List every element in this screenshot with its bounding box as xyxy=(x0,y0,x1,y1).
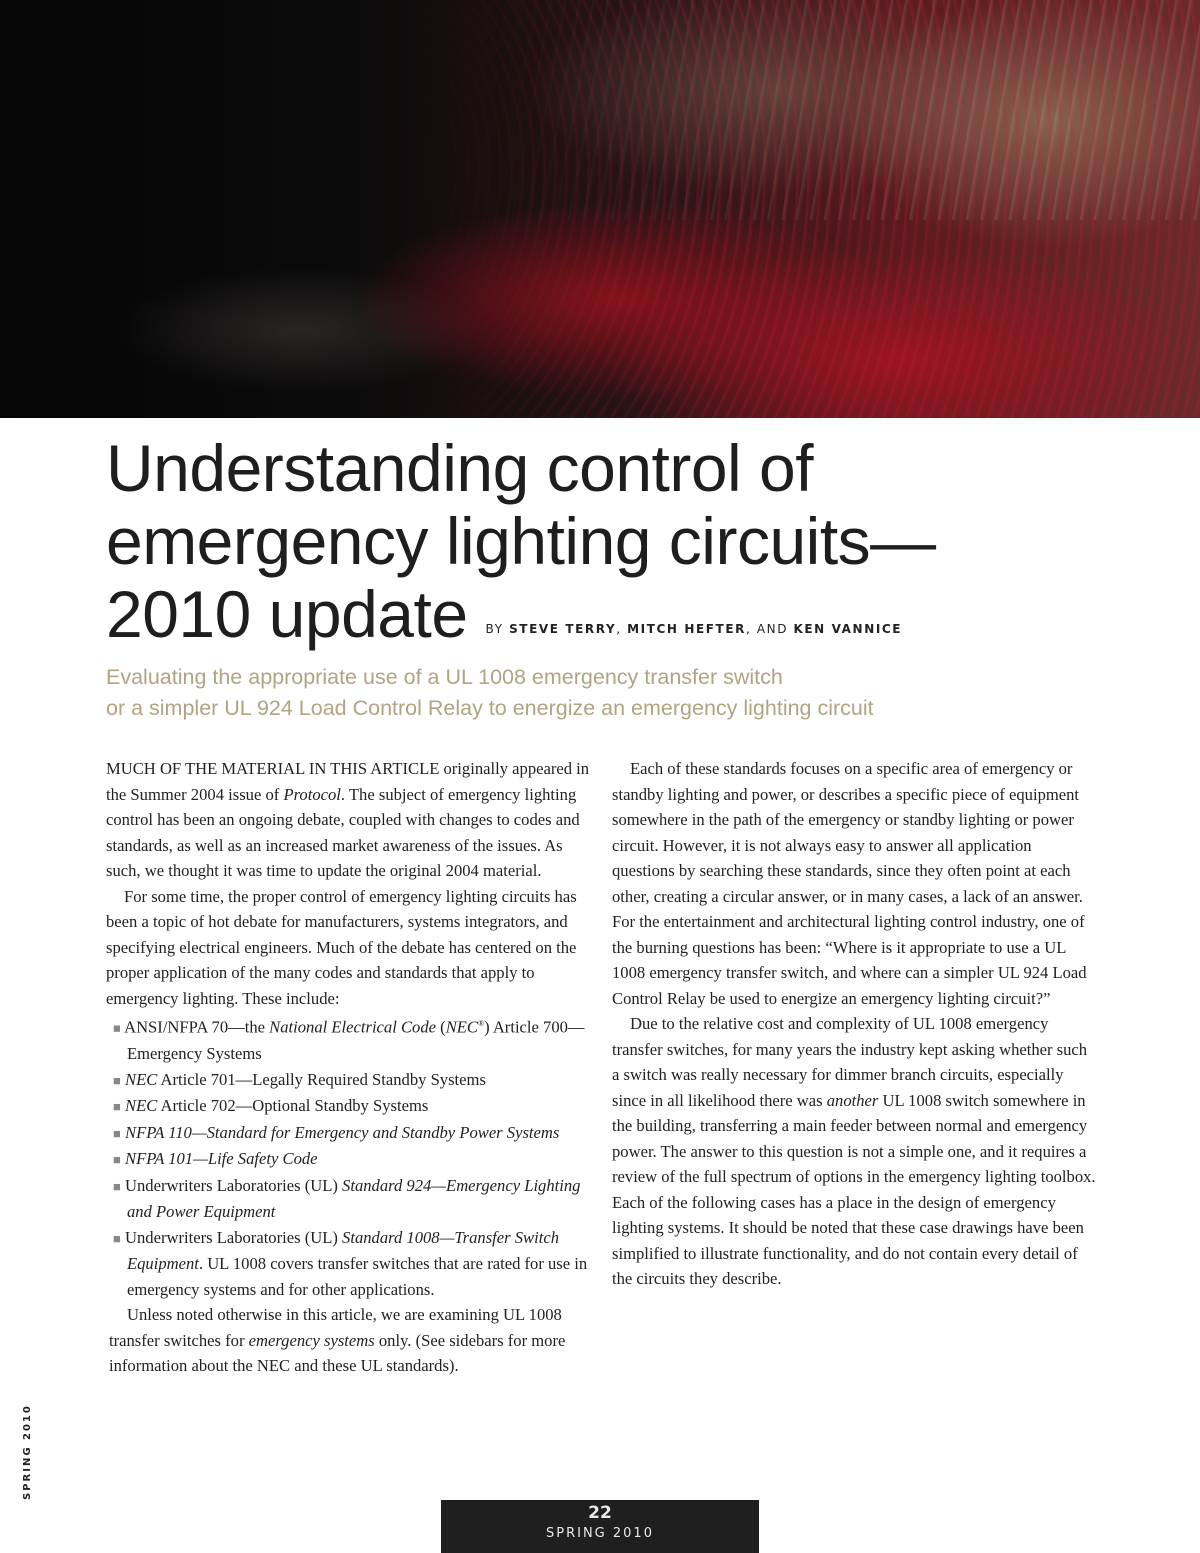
bullet-square-icon: ■ xyxy=(113,1178,121,1194)
paragraph-cost: Due to the relative cost and complexity of UL 1008 emergency transfer switches, for many years the industry kept asking whether such a switch was really necessary for dimmer branch circuits, especially since in all likelihood there was another UL 1008 switch somewhere in the building, transferring a main feeder between normal and emergency power. The answer to this question is not a simple one, and it requires a review of the full spectrum of options in the emergency lighting toolbox. Each of the following cases has a place in the design of emergency lighting systems. It should be noted that these case drawings have been simplified to illustrate functionality, and do not contain every detail of the circuits they describe. xyxy=(612,1014,1096,1288)
article-title xyxy=(106,432,1106,666)
left-column xyxy=(106,756,592,1379)
page-number: 22 xyxy=(588,1503,612,1523)
issue-label: SPRING 2010 xyxy=(546,1526,654,1541)
title-line-1: Understanding control of xyxy=(106,431,814,505)
paragraph-standards: Each of these standards focuses on a specific area of emergency or standby lighting and power, or describes a specific piece of equipment somewhere in the path of the emergency or standby lighting or power circuit. However, it is not always easy to answer all application questions by searching these standards, since they often point at each other, creating a circular answer, or in many cases, a lack of an answer. For the entertainment and architectural lighting control industry, one of the burning questions has been: “Where is it appropriate to use a UL 1008 emergency transfer switch, and where can a simpler UL 924 Load Control Relay be used to energize an emergency lighting circuit?” xyxy=(612,759,1087,1008)
deck-line-2: or a simpler UL 924 Load Control Relay to energize an emergency lighting circuit xyxy=(106,696,874,720)
page-footer xyxy=(441,1500,759,1553)
byline-by: BY xyxy=(485,622,504,636)
bullet-square-icon: ■ xyxy=(113,1230,121,1246)
list-item: ■ NEC Article 702—Optional Standby Systems xyxy=(113,1096,429,1116)
title-line-3: 2010 update xyxy=(106,577,468,651)
paragraph-debate: For some time, the proper control of emergency lighting circuits has been a topic of hot debate for manufacturers, systems integrators, and specifying electrical engineers. Much of the debate has centered on the proper application of the many codes and standards that apply to emergency lighting. These include: xyxy=(106,886,577,1008)
bullet-square-icon: ■ xyxy=(113,1072,121,1088)
list-item: ■ ANSI/NFPA 70—the National Electrical Code (NEC®) Article 700—Emergency Systems xyxy=(113,1017,585,1064)
hero-photo-graduation-crowd xyxy=(0,0,1200,418)
bullet-square-icon: ■ xyxy=(113,1152,121,1168)
title-line-2: emergency lighting circuits— xyxy=(106,504,936,578)
list-item: ■ Underwriters Laboratories (UL) Standard 924—Emergency Lighting and Power Equipment xyxy=(113,1175,581,1222)
paragraph-intro: MUCH OF THE MATERIAL IN THIS ARTICLE originally appeared in the Summer 2004 issue of Protocol. The subject of emergency lighting control has been an ongoing debate, coupled with changes to codes and standards, as well as an increased market awareness of the issues. As such, we thought it was time to update the original 2004 material. xyxy=(106,759,590,880)
side-issue-label: SPRING 2010 xyxy=(22,1404,33,1500)
list-item: ■ Underwriters Laboratories (UL) Standard 1008—Transfer Switch Equipment. UL 1008 covers transfer switches that are rated for use in emergency systems and for other applications. xyxy=(113,1227,588,1299)
author-mitch-hefter: MITCH HEFTER xyxy=(627,622,746,636)
list-item: ■ NFPA 101—Life Safety Code xyxy=(113,1149,318,1169)
bullet-square-icon: ■ xyxy=(113,1125,121,1141)
hero-photo-graduates xyxy=(0,0,1200,418)
bullet-square-icon: ■ xyxy=(113,1099,121,1115)
list-item: ■ NFPA 110—Standard for Emergency and Standby Power Systems xyxy=(113,1122,560,1142)
list-item: ■ NEC Article 701—Legally Required Standby Systems xyxy=(113,1069,486,1089)
article-deck xyxy=(106,662,906,724)
author-steve-terry: STEVE TERRY xyxy=(509,622,617,636)
author-ken-vannice: KEN VANNICE xyxy=(793,622,903,636)
byline xyxy=(486,622,903,636)
bullet-square-icon: ■ xyxy=(113,1020,121,1036)
paragraph-scope: Unless noted otherwise in this article, we are examining UL 1008 transfer switches for emergency systems only. (See sidebars for more information about the NEC and these UL standards). xyxy=(109,1305,566,1376)
deck-line-1: Evaluating the appropriate use of a UL 1008 emergency transfer switch xyxy=(106,665,783,689)
byline-separator: , xyxy=(616,622,622,636)
right-column xyxy=(612,756,1098,1292)
byline-separator: , AND xyxy=(745,622,789,636)
